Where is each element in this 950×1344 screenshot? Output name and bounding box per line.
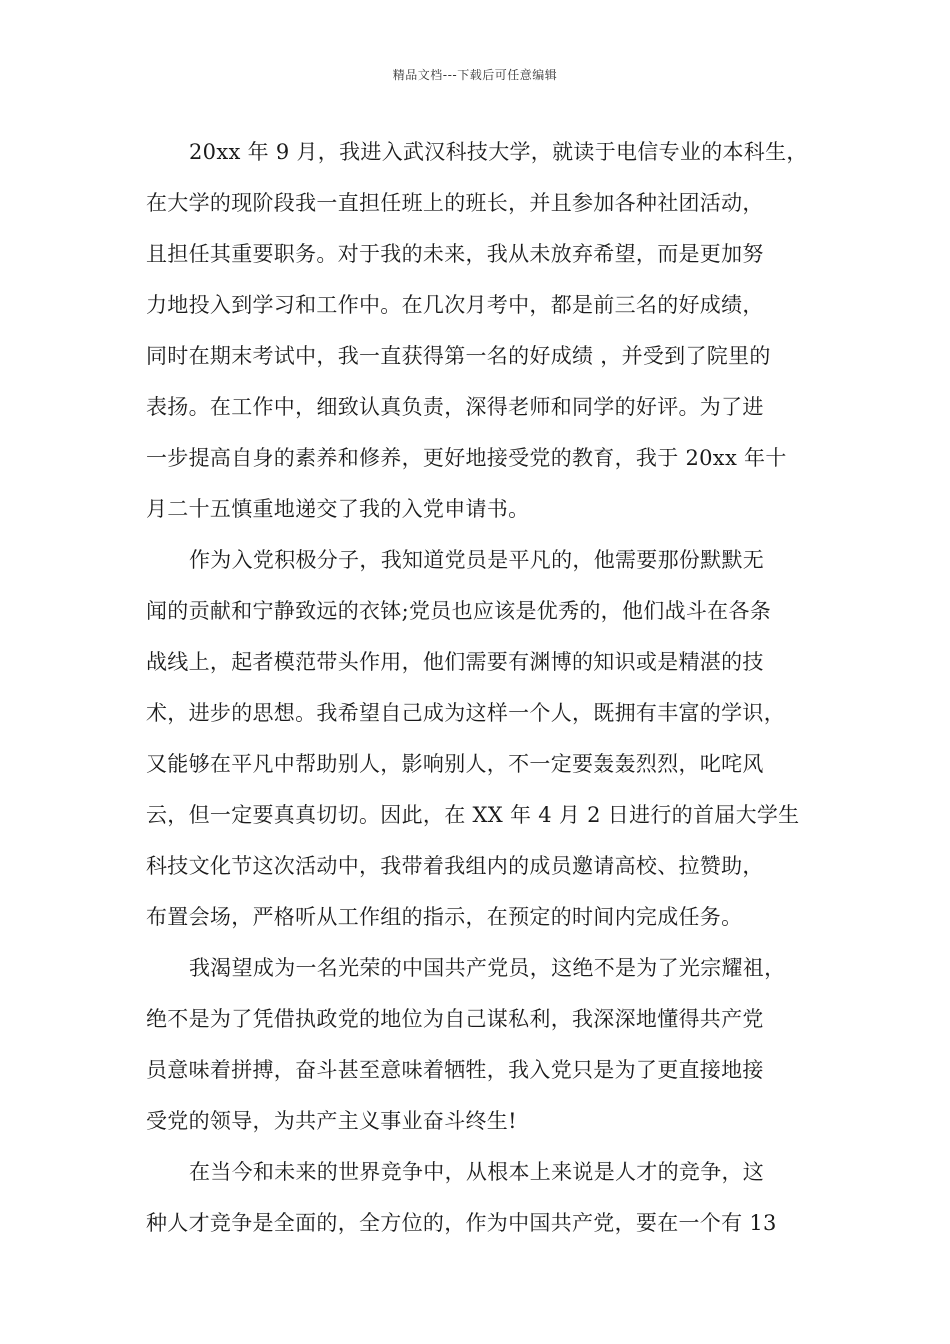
paragraph-1 <box>146 132 826 540</box>
text-line: 且担任其重要职务。对于我的未来，我从未放弃希望，而是更加努 <box>146 242 764 266</box>
text-line: 布置会场，严格听从工作组的指示，在预定的时间内完成任务。 <box>146 905 743 929</box>
text-line: 闻的贡献和宁静致远的衣钵;党员也应该是优秀的，他们战斗在各条 <box>146 599 772 623</box>
text-line: 受党的领导，为共产主义事业奋斗终生! <box>146 1109 517 1133</box>
text-line: 员意味着拼搏，奋斗甚至意味着牺牲，我入党只是为了更直接地接 <box>146 1058 764 1082</box>
paragraph-2 <box>146 540 826 948</box>
text-line: 同时在期末考试中，我一直获得第一名的好成绩 ，并受到了院里的 <box>146 344 771 368</box>
paragraph-4 <box>146 1152 826 1254</box>
text-line: 术，进步的思想。我希望自己成为这样一个人，既拥有丰富的学识， <box>146 701 785 725</box>
text-line: 20xx 年 9 月，我进入武汉科技大学，就读于电信专业的本科生， <box>189 140 808 164</box>
text-line: 战线上，起者模范带头作用，他们需要有渊博的知识或是精湛的技 <box>146 650 764 674</box>
text-line: 在当今和未来的世界竞争中，从根本上来说是人才的竞争，这 <box>189 1160 765 1184</box>
text-line: 月二十五慎重地递交了我的入党申请书。 <box>146 497 530 521</box>
text-line: 我渴望成为一名光荣的中国共产党员，这绝不是为了光宗耀祖， <box>189 956 786 980</box>
text-line: 绝不是为了凭借执政党的地位为自己谋私利，我深深地懂得共产党 <box>146 1007 764 1031</box>
text-line: 表扬。在工作中，细致认真负责，深得老师和同学的好评。为了进 <box>146 395 764 419</box>
page-header: 精品文档---下载后可任意编辑 <box>392 68 558 82</box>
text-line: 科技文化节这次活动中，我带着我组内的成员邀请高校、拉赞助， <box>146 854 764 878</box>
text-line: 作为入党积极分子，我知道党员是平凡的，他需要那份默默无 <box>189 548 765 572</box>
text-line: 在大学的现阶段我一直担任班上的班长，并且参加各种社团活动， <box>146 191 764 215</box>
paragraph-3 <box>146 948 826 1152</box>
text-line: 一步提高自身的素养和修养，更好地接受党的教育，我于 20xx 年十 <box>146 446 787 470</box>
text-line: 云，但一定要真真切切。因此，在 XX 年 4 月 2 日进行的首届大学生 <box>146 803 800 827</box>
text-line: 种人才竞争是全面的，全方位的，作为中国共产党，要在一个有 13 <box>146 1211 777 1235</box>
document-body <box>146 132 826 1254</box>
text-line: 又能够在平凡中帮助别人，影响别人，不一定要轰轰烈烈，叱咤风 <box>146 752 764 776</box>
text-line: 力地投入到学习和工作中。在几次月考中，都是前三名的好成绩， <box>146 293 764 317</box>
